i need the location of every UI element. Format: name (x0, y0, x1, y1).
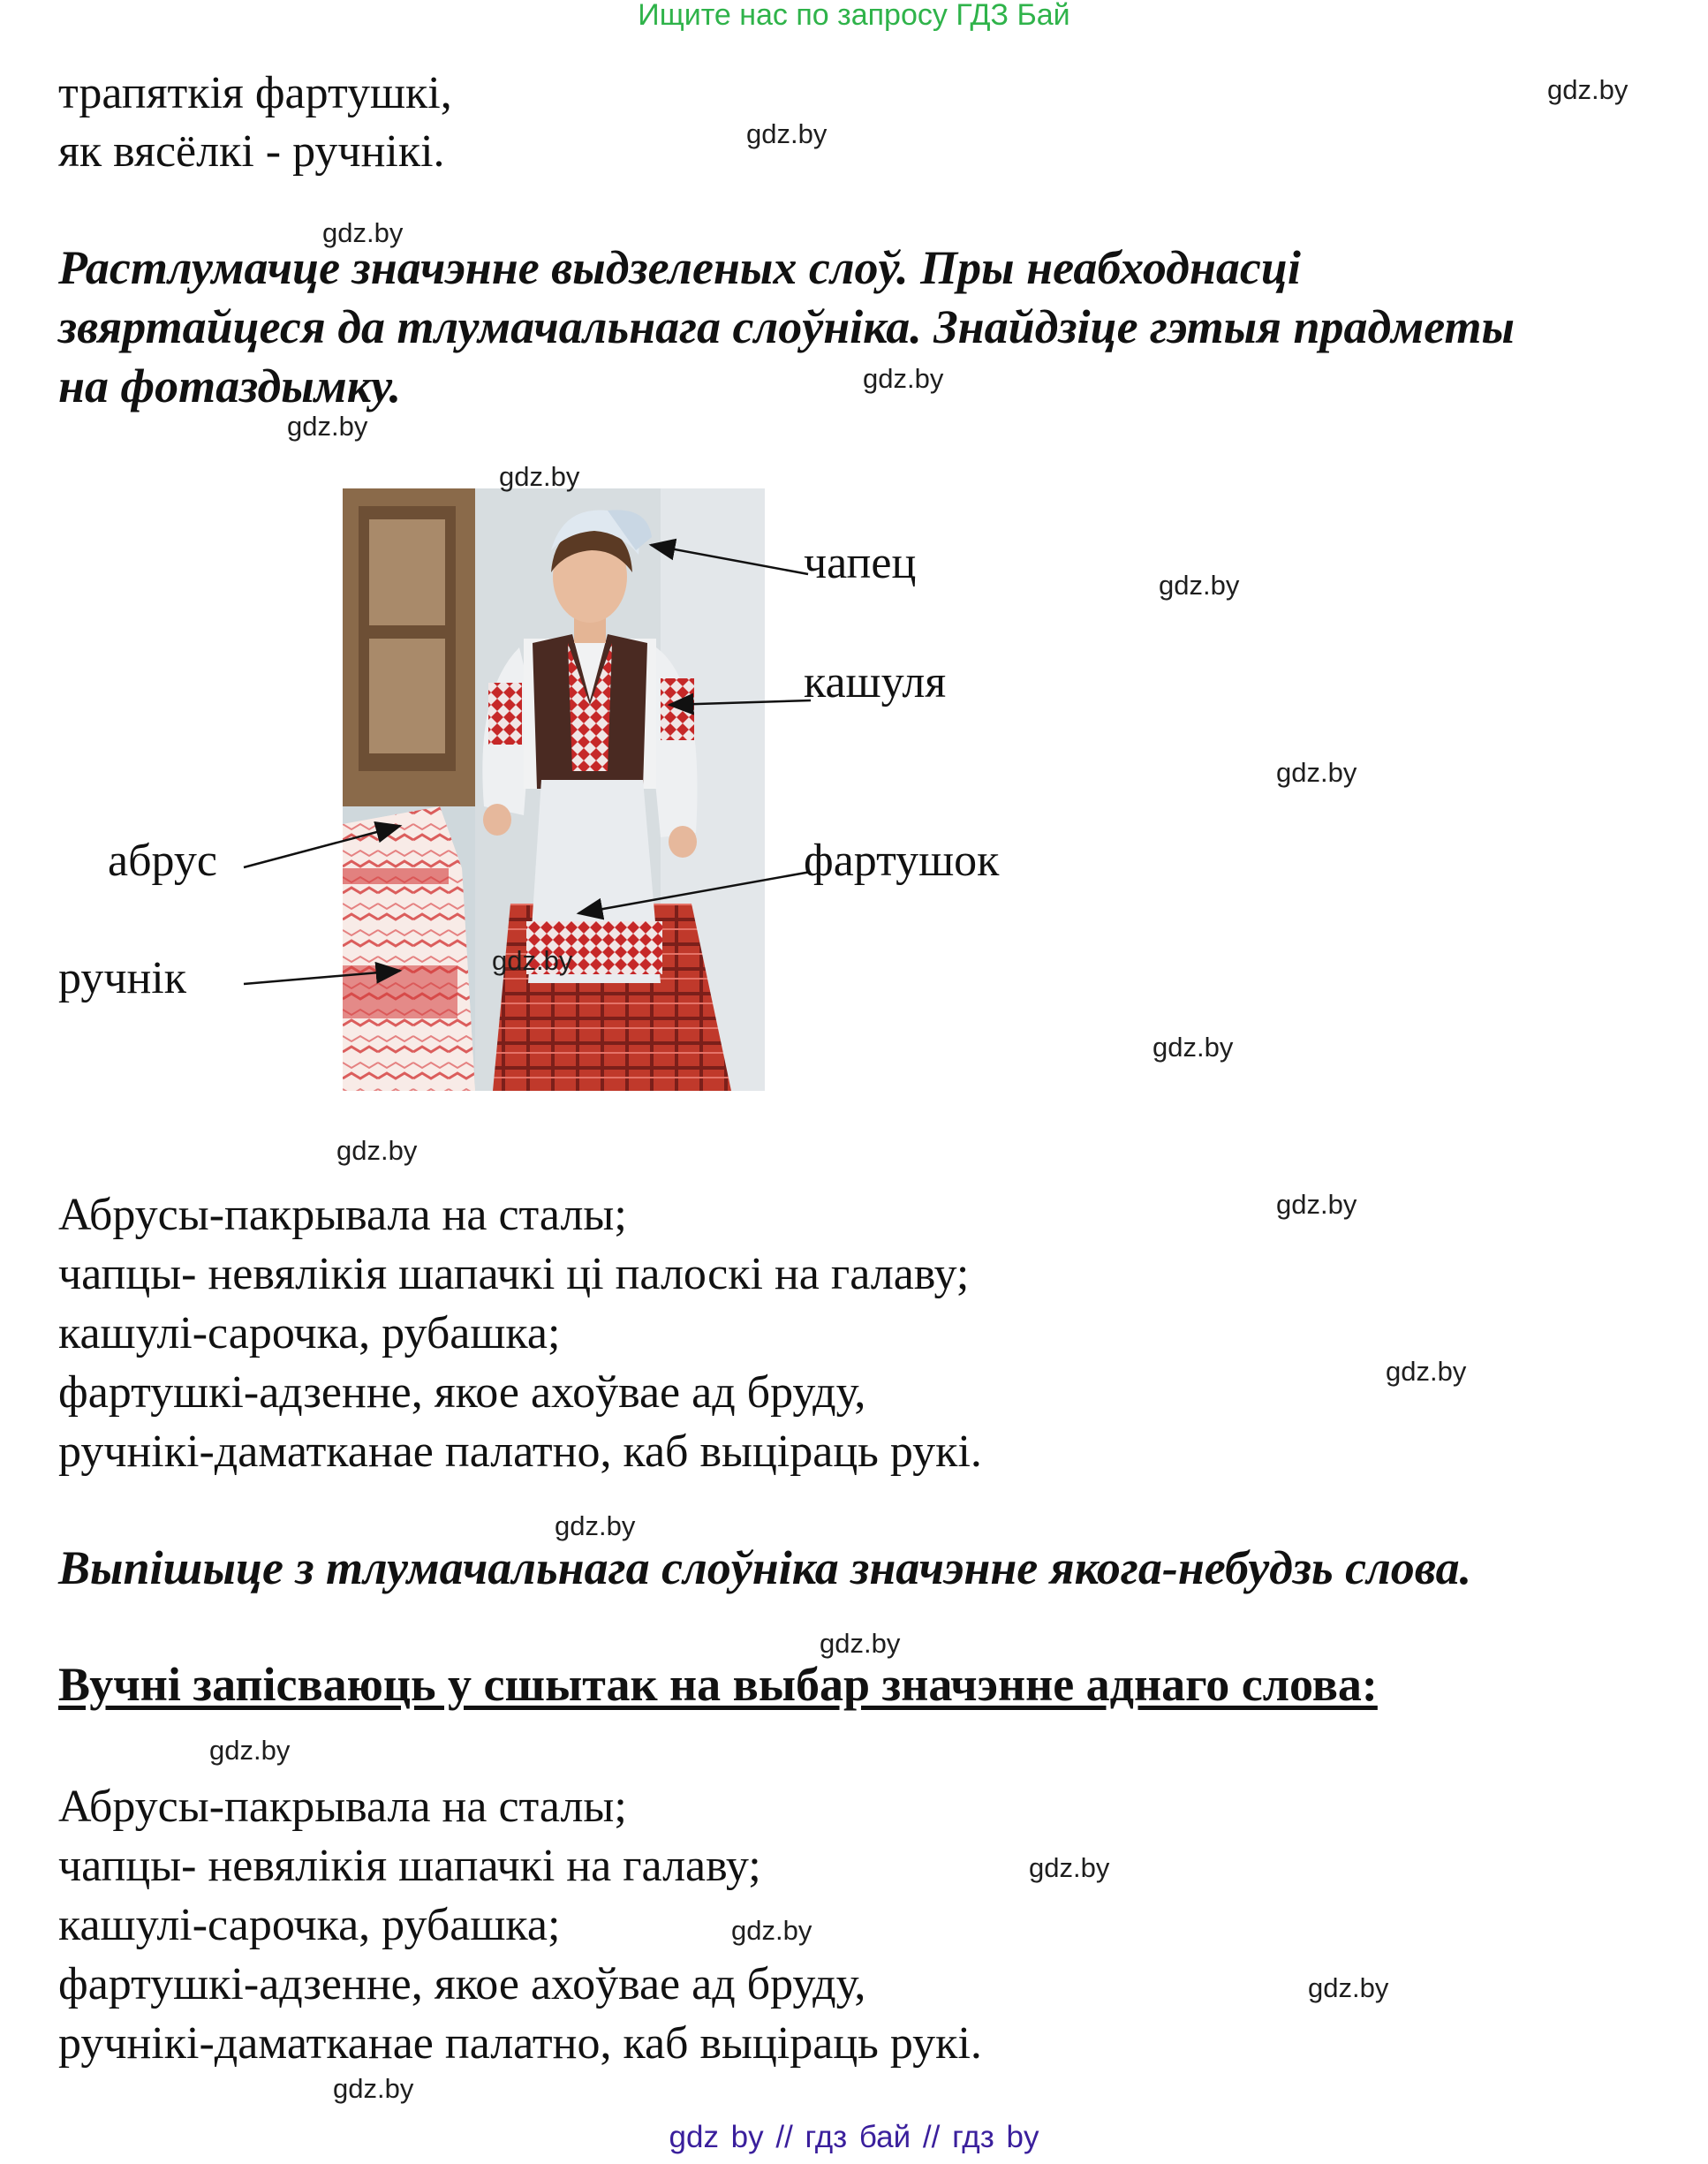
definition-2-fartushok: фартушкі-адзенне, якое ахоўвае ад бруду, (58, 1959, 866, 2009)
footer-links[interactable]: gdz by // гдз бай // гдз by (669, 2120, 1039, 2154)
watermark: gdz.by (731, 1915, 812, 1946)
watermark: gdz.by (287, 411, 368, 442)
definition-1-abrus: Абрусы-пакрывала на сталы; (58, 1190, 627, 1240)
watermark: gdz.by (555, 1510, 636, 1541)
definition-2-kashulya: кашулі-сарочка, рубашка; (58, 1900, 561, 1950)
watermark: gdz.by (1308, 1972, 1389, 2003)
task-1-line-3: на фотаздымку. (58, 359, 402, 412)
arrow-chapets (651, 545, 808, 574)
watermark: gdz.by (209, 1735, 291, 1766)
task-1-line-2: звяртайцеся да тлумачальнага слоўніка. Знайдзіце гэтыя прадметы (58, 300, 1515, 353)
answer-heading: Вучні запісваюць у сшытак на выбар значэнне аднаго слова: (58, 1658, 1378, 1711)
definition-2-ruchnik: ручнікі-даматканае палатно, каб выціраць рукі. (58, 2018, 982, 2069)
definition-1-ruchnik: ручнікі-даматканае палатно, каб выціраць рукі. (58, 1426, 982, 1477)
task-1-line-1: Растлумачце значэнне выдзеленых слоў. Пры неабходнасці (58, 241, 1301, 294)
watermark: gdz.by (1153, 1032, 1234, 1063)
task-2: Выпішыце з тлумачальнага слоўніка значэнне якога-небудзь слова. (58, 1541, 1472, 1594)
definition-2-abrus: Абрусы-пакрывала на сталы; (58, 1782, 627, 1832)
label-fartushok: фартушок (804, 836, 1000, 886)
watermark: gdz.by (863, 363, 944, 394)
definition-1-chapets: чапцы- невялікія шапачкі ці палоскі на галаву; (58, 1249, 970, 1299)
watermark: gdz.by (336, 1135, 418, 1166)
arrow-abrus (244, 826, 400, 867)
watermark: gdz.by (1386, 1356, 1467, 1387)
label-kashulya: кашуля (804, 657, 947, 707)
poem-line-1: трапяткія фартушкі, (58, 68, 452, 118)
watermark: gdz.by (1276, 757, 1357, 788)
watermark: gdz.by (1276, 1189, 1357, 1220)
watermark: gdz.by (322, 217, 404, 248)
definition-1-kashulya: кашулі-сарочка, рубашка; (58, 1308, 561, 1358)
arrow-fartushok (578, 872, 811, 913)
watermark: gdz.by (1159, 570, 1240, 601)
watermark: gdz.by (333, 2073, 414, 2104)
label-abrus: абрус (108, 836, 217, 886)
watermark: gdz.by (1029, 1852, 1110, 1883)
definition-1-fartushok: фартушкі-адзенне, якое ахоўвае ад бруду, (58, 1367, 866, 1418)
label-ruchnik: ручнік (58, 953, 187, 1003)
watermark: gdz.by (746, 118, 828, 149)
watermark: gdz.by (492, 945, 573, 976)
watermark: gdz.by (1547, 74, 1629, 105)
watermark: gdz.by (499, 461, 580, 492)
definition-2-chapets: чапцы- невялікія шапачкі на галаву; (58, 1841, 761, 1891)
arrow-ruchnik (244, 971, 400, 984)
label-chapets: чапец (804, 538, 917, 588)
poem-line-2: як вясёлкі - ручнікі. (58, 126, 445, 177)
watermark: gdz.by (820, 1628, 901, 1659)
top-banner: Ищите нас по запросу ГДЗ Бай (638, 0, 1070, 32)
arrow-kashulya (669, 700, 811, 705)
